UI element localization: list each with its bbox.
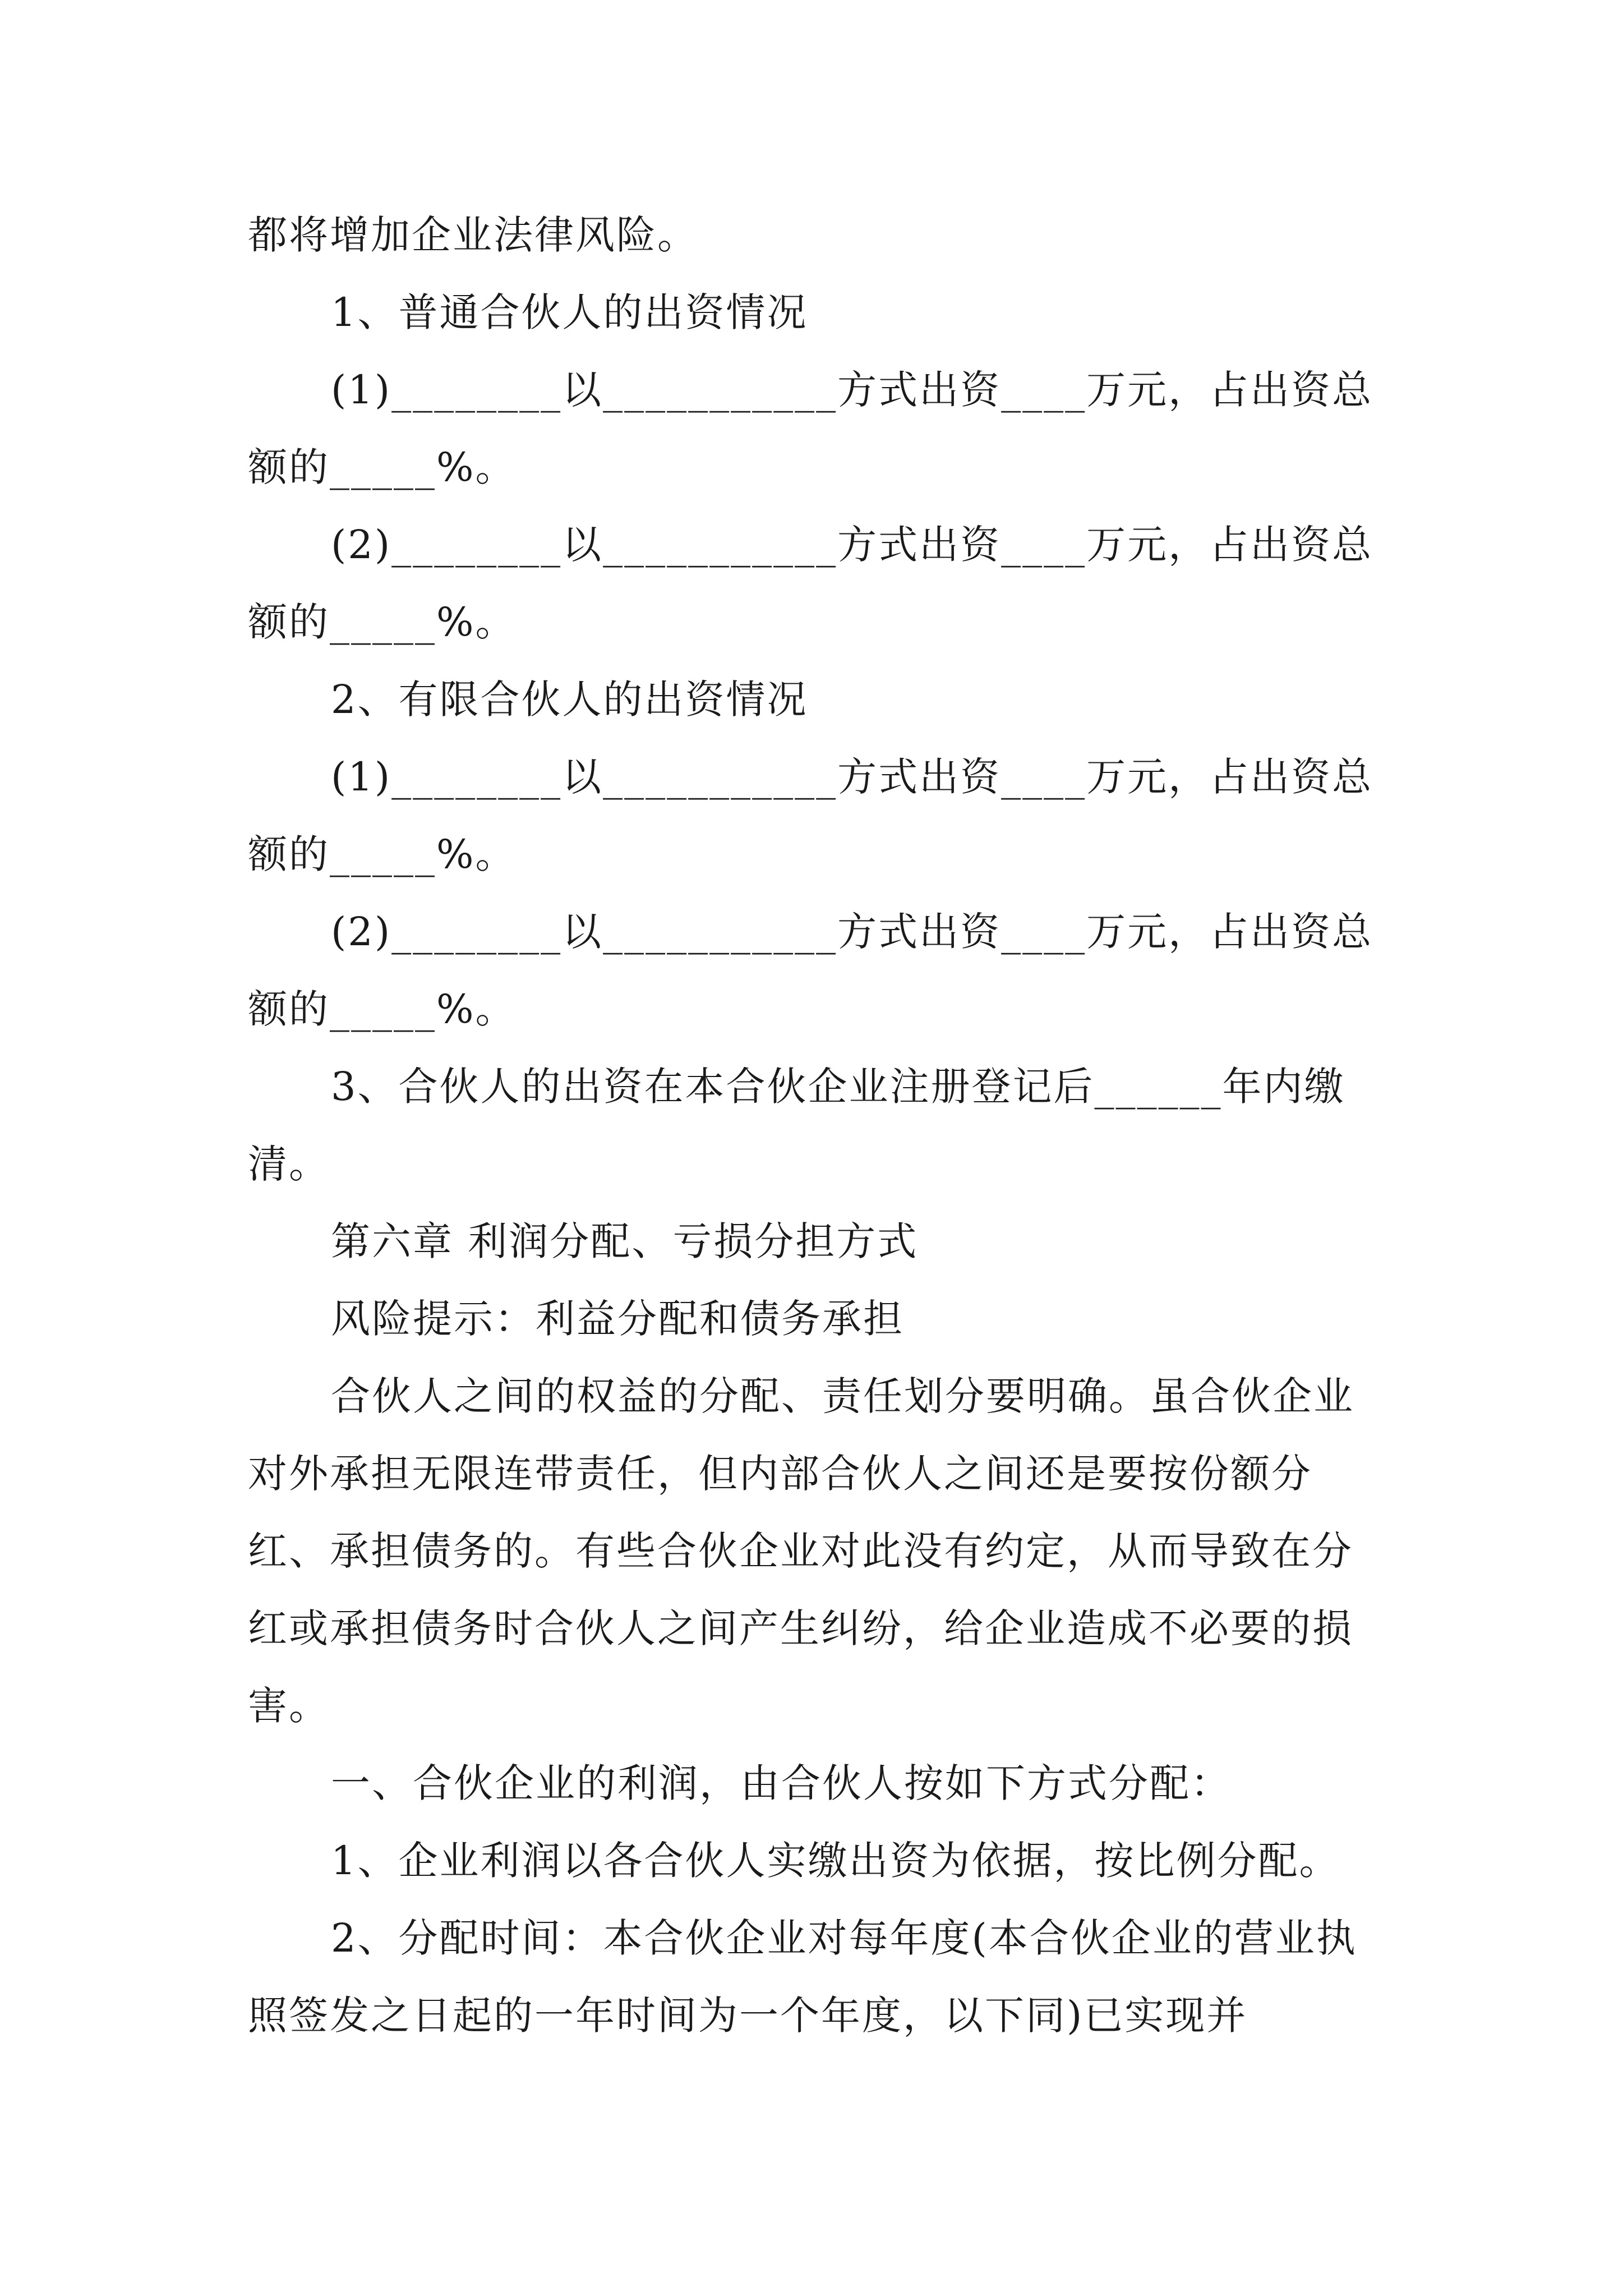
paragraph: 一、合伙企业的利润，由合伙人按如下方式分配： (331, 1760, 1232, 1806)
paragraph: (2)________以___________方式出资____万元，占出资总额的_____%。 (248, 522, 1373, 645)
paragraph: 都将增加企业法律风险。 (248, 212, 698, 258)
risk-note-heading: 风险提示：利益分配和债务承担 (331, 1296, 904, 1342)
paragraph: 1、企业利润以各合伙人实缴出资为依据，按比例分配。 (331, 1838, 1340, 1884)
paragraph: 合伙人之间的权益的分配、责任划分要明确。虽合伙企业对外承担无限连带责任，但内部合伙人之间还是要按份额分红、承担债务的。有些合伙企业对此没有约定，从而导致在分红或承担债务时合伙人之间产生纠纷，给企业造成不必要的损害。 (248, 1373, 1354, 1729)
paragraph: 1、普通合伙人的出资情况 (331, 289, 808, 335)
paragraph: 3、合伙人的出资在本合伙企业注册登记后______年内缴清。 (248, 1064, 1345, 1187)
paragraph: (2)________以___________方式出资____万元，占出资总额的_____%。 (248, 909, 1373, 1032)
document-body (248, 196, 1375, 2054)
paragraph: 2、分配时间：本合伙企业对每年度(本合伙企业的营业执照签发之日起的一年时间为一个年度，以下同)已实现并 (248, 1915, 1357, 2039)
paragraph: (1)________以___________方式出资____万元，占出资总额的_____%。 (248, 754, 1373, 877)
chapter-heading: 第六章 利润分配、亏损分担方式 (331, 1218, 919, 1264)
paragraph: 2、有限合伙人的出资情况 (331, 677, 808, 723)
paragraph: (1)________以___________方式出资____万元，占出资总额的_____%。 (248, 367, 1373, 490)
